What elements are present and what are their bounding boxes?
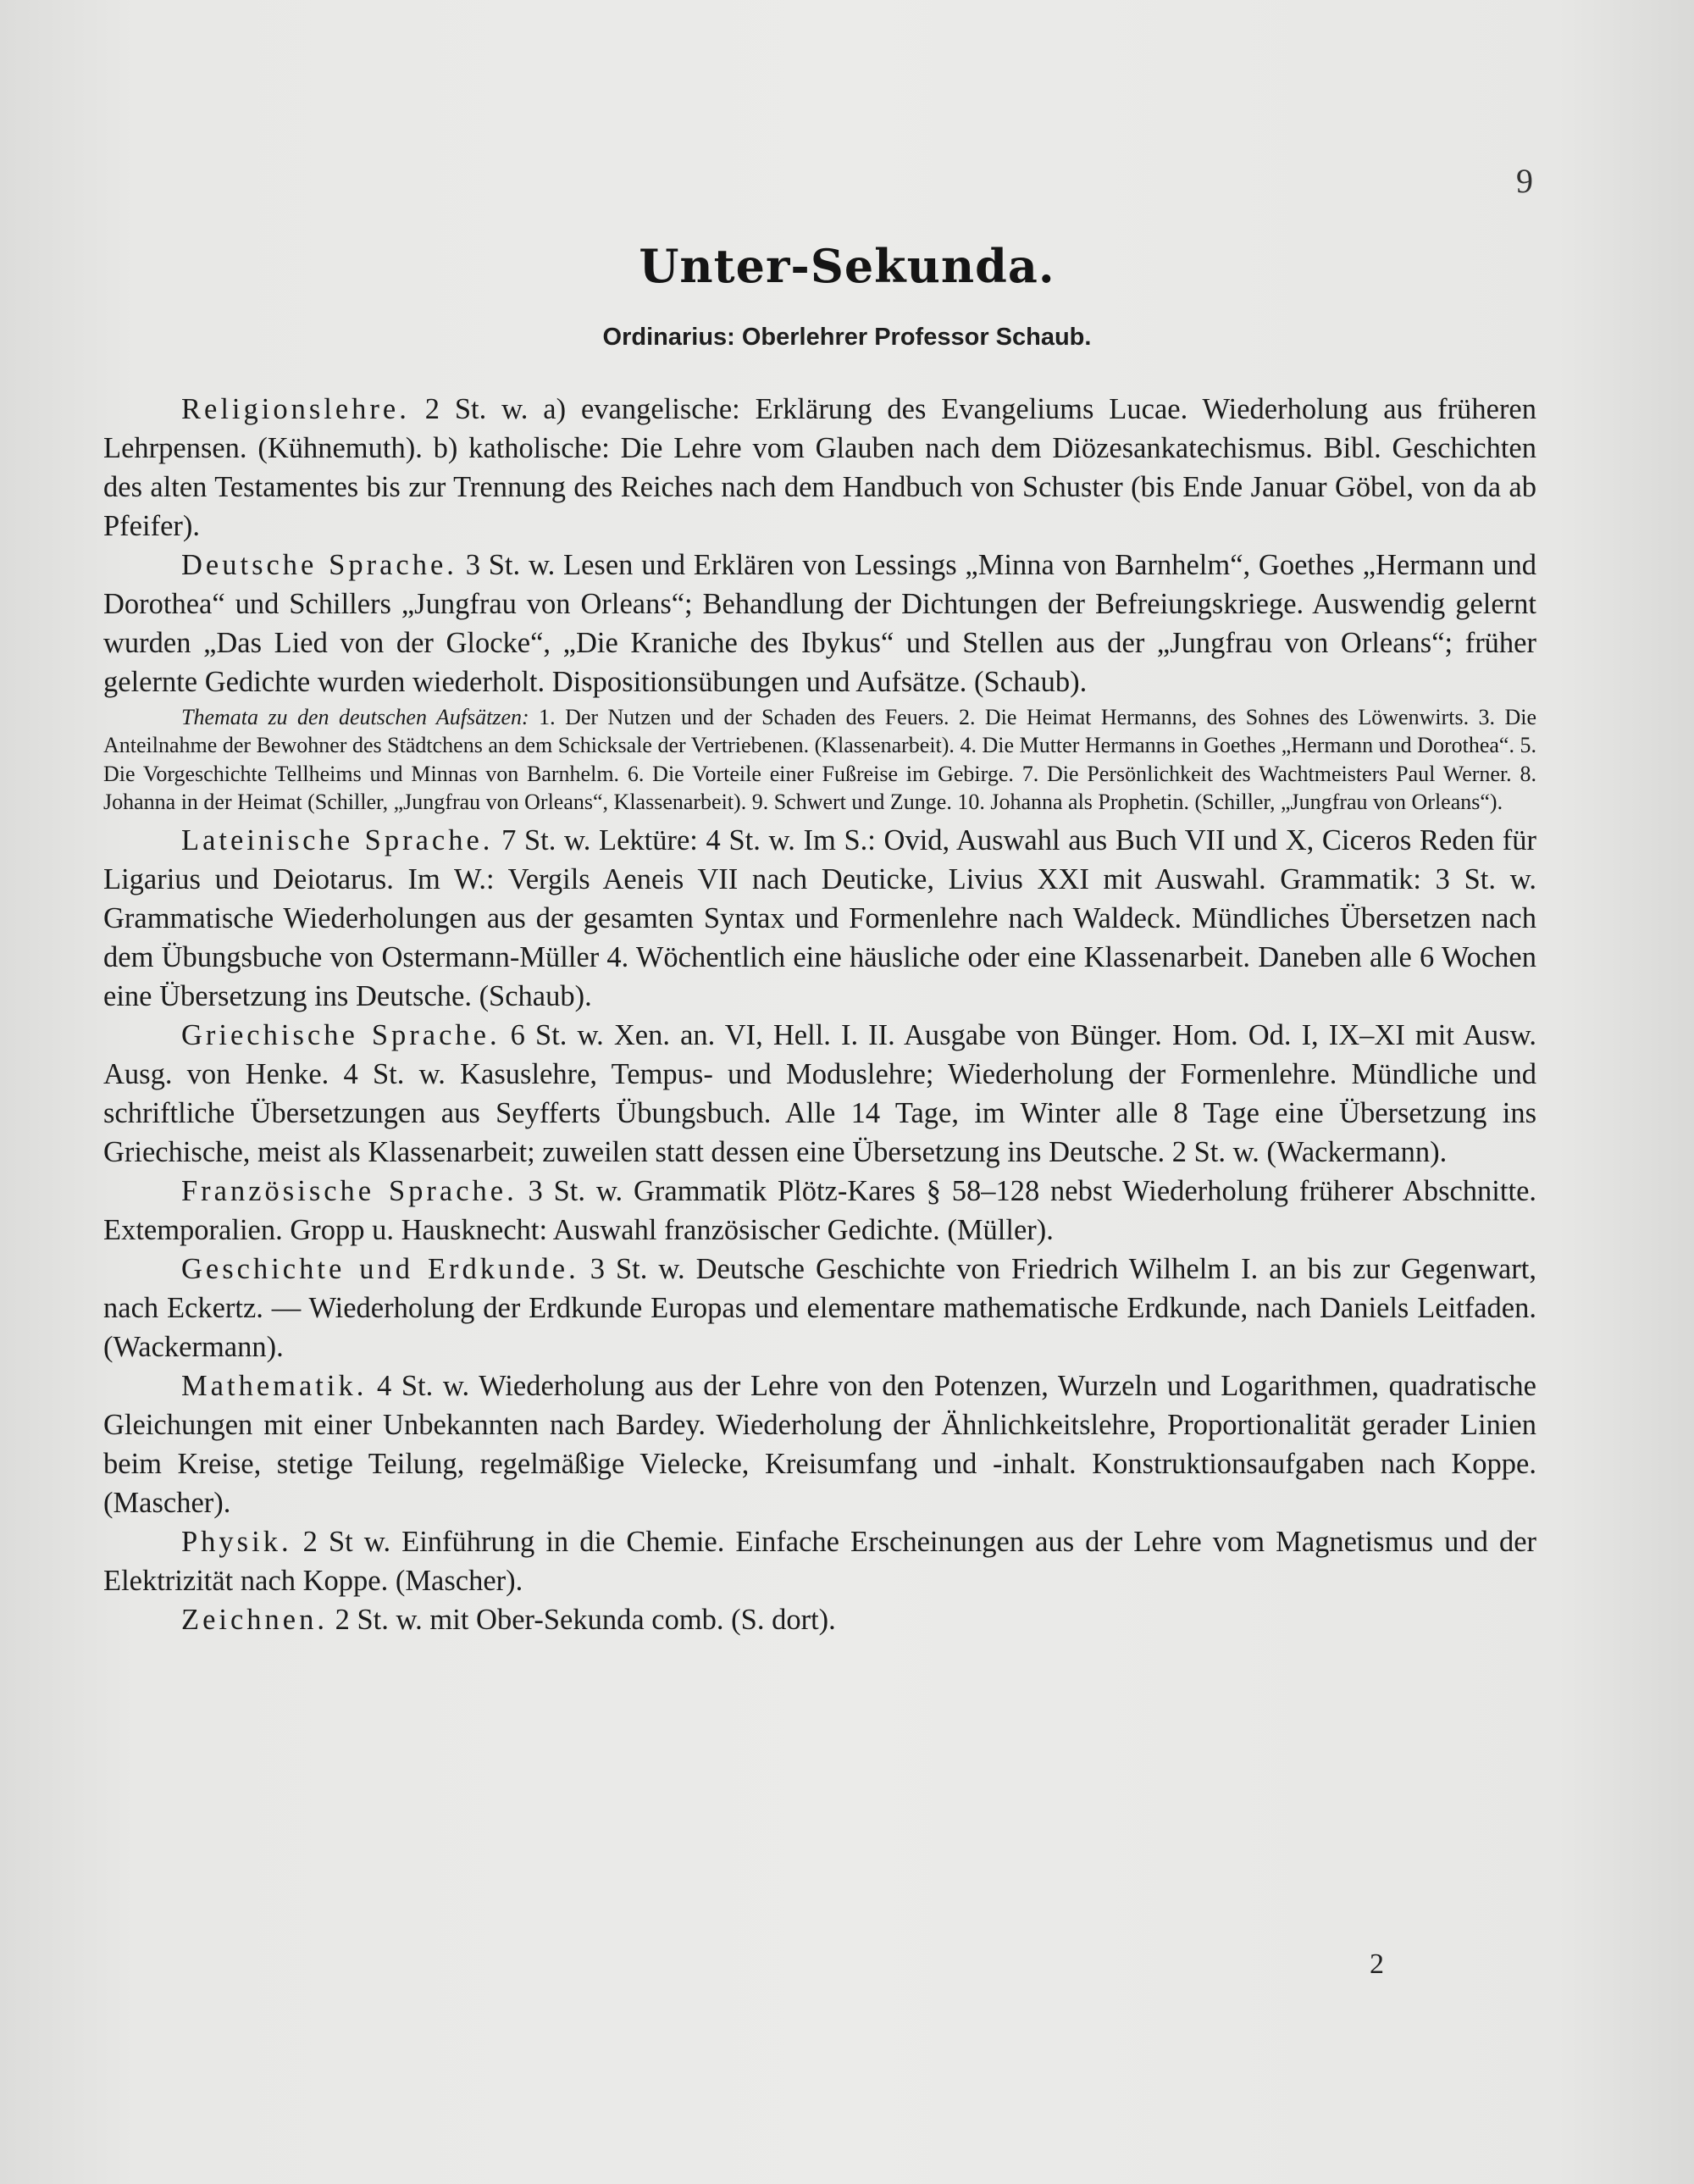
paragraph-text: 3 St. w. Grammatik Plötz-Kares § 58–128 nebst Wiederholung früherer Abschnitte. Extemporalien. Gropp u. Hausknecht: Auswahl französischer Gedichte. (Müller).: [103, 1175, 1537, 1247]
subject-heading: Religionslehre.: [181, 393, 410, 425]
paragraph-text: 6 St. w. Xen. an. VI, Hell. I. II. Ausgabe von Bünger. Hom. Od. I, IX–XI mit Ausw. Ausg. von Henke. 4 St. w. Kasuslehre, Tempus- und Moduslehre; Wiederholung der Formenlehre. Mündliche und schriftliche Übersetzungen aus Seyfferts Übungsbuch. Alle 14 Tage, im Winter alle 8 Tage eine Übersetzung ins Griechische, meist als Klassenarbeit; zuweilen statt dessen eine Übersetzung ins Deutsche. 2 St. w. (Wackermann).: [103, 1019, 1536, 1169]
paragraph-geschichte: [103, 1250, 1536, 1366]
paragraph-text: 2 St. w. a) evangelische: Erklärung des Evangeliums Lucae. Wiederholung aus früheren Lehrpensen. (Kühnemuth). b) katholische: Die Lehre vom Glauben nach dem Diözesankatechismus. Bibl. Geschichten des alten Testamentes bis zur Trennung des Reiches nach dem Handbuch von Schuster (bis Ende Januar Göbel, von da ab Pfeifer).: [103, 393, 1536, 542]
sheet-signature: 2: [1370, 1948, 1384, 1980]
paragraph-griechisch: [103, 1016, 1536, 1172]
subject-heading: Mathematik.: [181, 1370, 368, 1403]
paragraph-zeichnen: [103, 1600, 1536, 1639]
paragraph-text: 3 St. w. Deutsche Geschichte von Friedrich Wilhelm I. an bis zur Gegenwart, nach Eckertz. — Wiederholung der Erdkunde Europas und elementare mathematische Erdkunde, nach Daniels Leitfaden. (Wackermann).: [103, 1253, 1536, 1364]
paragraph-text: 7 St. w. Lektüre: 4 St. w. Im S.: Ovid, Auswahl aus Buch VII und X, Ciceros Reden für Ligarius und Deiotarus. Im W.: Vergils Aeneis VII nach Deuticke, Livius XXI mit Auswahl. Grammatik: 3 St. w. Grammatische Wiederholungen aus der gesamten Syntax und Formenlehre nach Waldeck. Mündliches Übersetzen nach dem Übungsbuche von Ostermann-Müller 4. Wöchentlich eine häusliche oder eine Klassenarbeit. Daneben alle 6 Wochen eine Übersetzung ins Deutsche. (Schaub).: [103, 824, 1536, 1013]
page-title: Unter-Sekunda.: [639, 239, 1055, 293]
paragraph-mathematik: [103, 1366, 1536, 1522]
paragraph-text: 2 St w. Einführung in die Chemie. Einfache Erscheinungen aus der Lehre vom Magnetismus und der Elektrizität nach Koppe. (Mascher).: [103, 1526, 1536, 1598]
curriculum-text: [103, 390, 1536, 1639]
essay-topics-text: 1. Der Nutzen und der Schaden des Feuers. 2. Die Heimat Hermanns, des Sohnes des Löwenwirts. 3. Die Anteilnahme der Bewohner des Städtchens an dem Schicksale der Vertriebenen. (Klassenarbeit). 4. Die Mutter Hermanns in Goethes „Hermann und Dorothea“. 5. Die Vorgeschichte Tellheims und Minnas von Barnhelm. 6. Die Vorteile einer Fußreise im Gebirge. 7. Die Persönlichkeit des Wachtmeisters Paul Werner. 8. Johanna in der Heimat (Schiller, „Jungfrau von Orleans“, Klassenarbeit). 9. Schwert und Zunge. 10. Johanna als Prophetin. (Schiller, „Jungfrau von Orleans“).: [103, 705, 1537, 814]
essay-topics: [103, 703, 1536, 816]
paragraph-text: 4 St. w. Wiederholung aus der Lehre von den Potenzen, Wurzeln und Logarithmen, quadratische Gleichungen mit einer Unbekannten nach Bardey. Wiederholung der Ähnlichkeitslehre, Proportionalität gerader Linien beim Kreise, stetige Teilung, regelmäßige Vielecke, Kreisumfang und -inhalt. Konstruktionsaufgaben nach Koppe. (Mascher).: [103, 1370, 1536, 1520]
paragraph-latein: [103, 821, 1536, 1016]
ordinarius-line: Ordinarius: Oberlehrer Professor Schaub.: [602, 324, 1092, 351]
paragraph-text: 3 St. w. Lesen und Erklären von Lessings „Minna von Barnhelm“, Goethes „Hermann und Dorothea“ und Schillers „Jungfrau von Orleans“; Behandlung der Dichtungen der Befreiungskriege. Auswendig gelernt wurden „Das Lied von der Glocke“, „Die Kraniche des Ibykus“ und Stellen aus der „Jungfrau von Orleans“; früher gelernte Gedichte wurden wiederholt. Dispositionsübungen und Aufsätze. (Schaub).: [103, 549, 1536, 698]
subject-heading: Griechische Sprache.: [181, 1019, 501, 1052]
subject-heading: Französische Sprache.: [181, 1175, 518, 1208]
paragraph-franzoesisch: [103, 1172, 1536, 1250]
subject-heading: Geschichte und Erdkunde.: [181, 1253, 579, 1286]
paragraph-physik: [103, 1522, 1536, 1600]
paragraph-deutsch: [103, 546, 1536, 701]
paragraph-religion: [103, 390, 1536, 546]
page-number: 9: [1516, 162, 1533, 200]
paragraph-text: 2 St. w. mit Ober-Sekunda comb. (S. dort).: [327, 1604, 836, 1637]
subject-heading: Lateinische Sprache.: [181, 824, 494, 857]
subject-heading: Deutsche Sprache.: [181, 549, 457, 581]
essay-topics-label: Themata zu den deutschen Aufsätzen:: [181, 705, 529, 729]
subject-heading: Zeichnen.: [181, 1604, 328, 1637]
subject-heading: Physik.: [181, 1526, 292, 1559]
